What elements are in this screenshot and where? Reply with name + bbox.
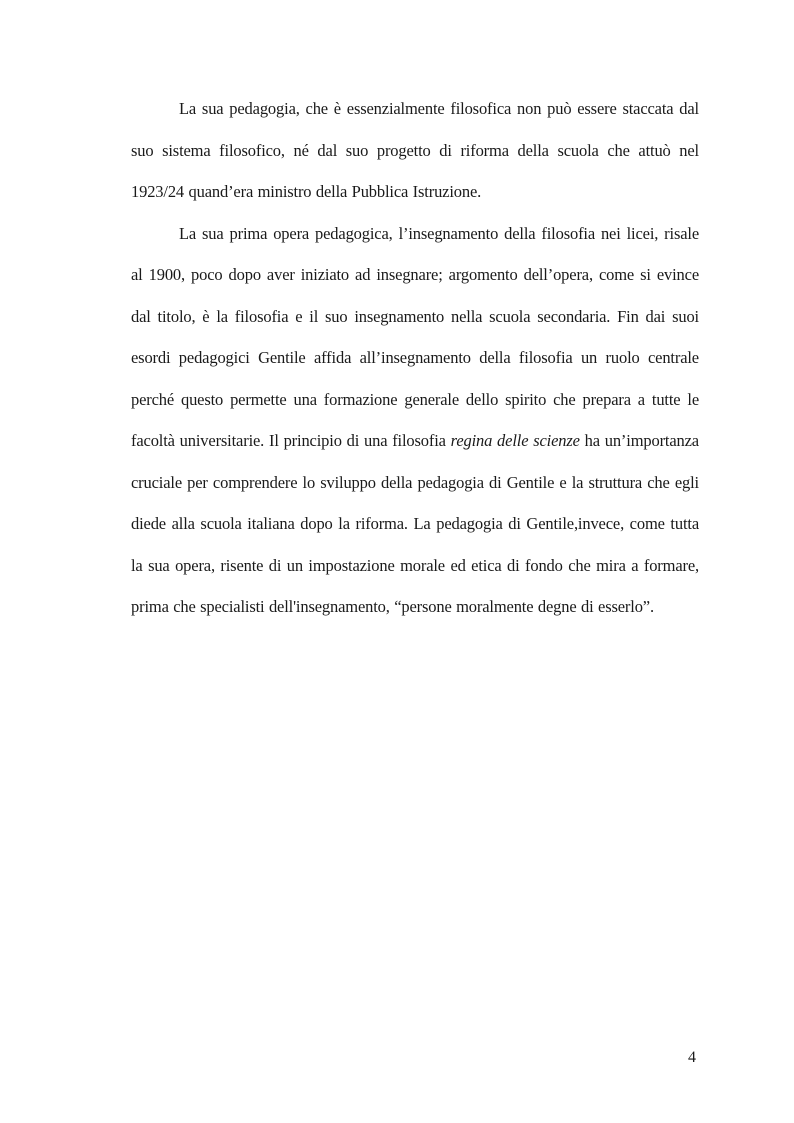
paragraph-2-text-start: La sua prima opera pedagogica, l’insegnamento della filosofia nei licei, risale al 1900, poco dopo aver iniziato ad insegnare; argomento dell’opera, come si evince dal titolo, è la filosofia e il suo insegnamento nella scuola secondaria. Fin dai suoi esordi pedagogici Gentile affida all’insegnamento della filosofia un ruolo centrale perché questo permette una formazione generale dello spirito che prepara a tutte le facoltà universitarie. Il principio di una filosofia — [131, 223, 699, 450]
page-number: 4 — [688, 1049, 696, 1066]
paragraph-2 — [131, 213, 699, 628]
paragraph-1: La sua pedagogia, che è essenzialmente filosofica non può essere staccata dal suo sistema filosofico, né dal suo progetto di riforma della scuola che attuò nel 1923/24 quand’era ministro della Pubblica Istruzione. — [131, 99, 699, 201]
italic-phrase: regina delle scienze — [450, 431, 580, 450]
paragraph-2-text-end: ha un’importanza cruciale per comprendere lo sviluppo della pedagogia di Gentile e la struttura che egli diede alla scuola italiana dopo la riforma. La pedagogia di Gentile,invece, come tutta la sua opera, risente di un impostazione morale ed etica di fondo che mira a formare, prima che specialisti dell'insegnamento, “persone moralmente degne di esserlo”. — [131, 431, 699, 616]
page-body — [131, 88, 699, 628]
